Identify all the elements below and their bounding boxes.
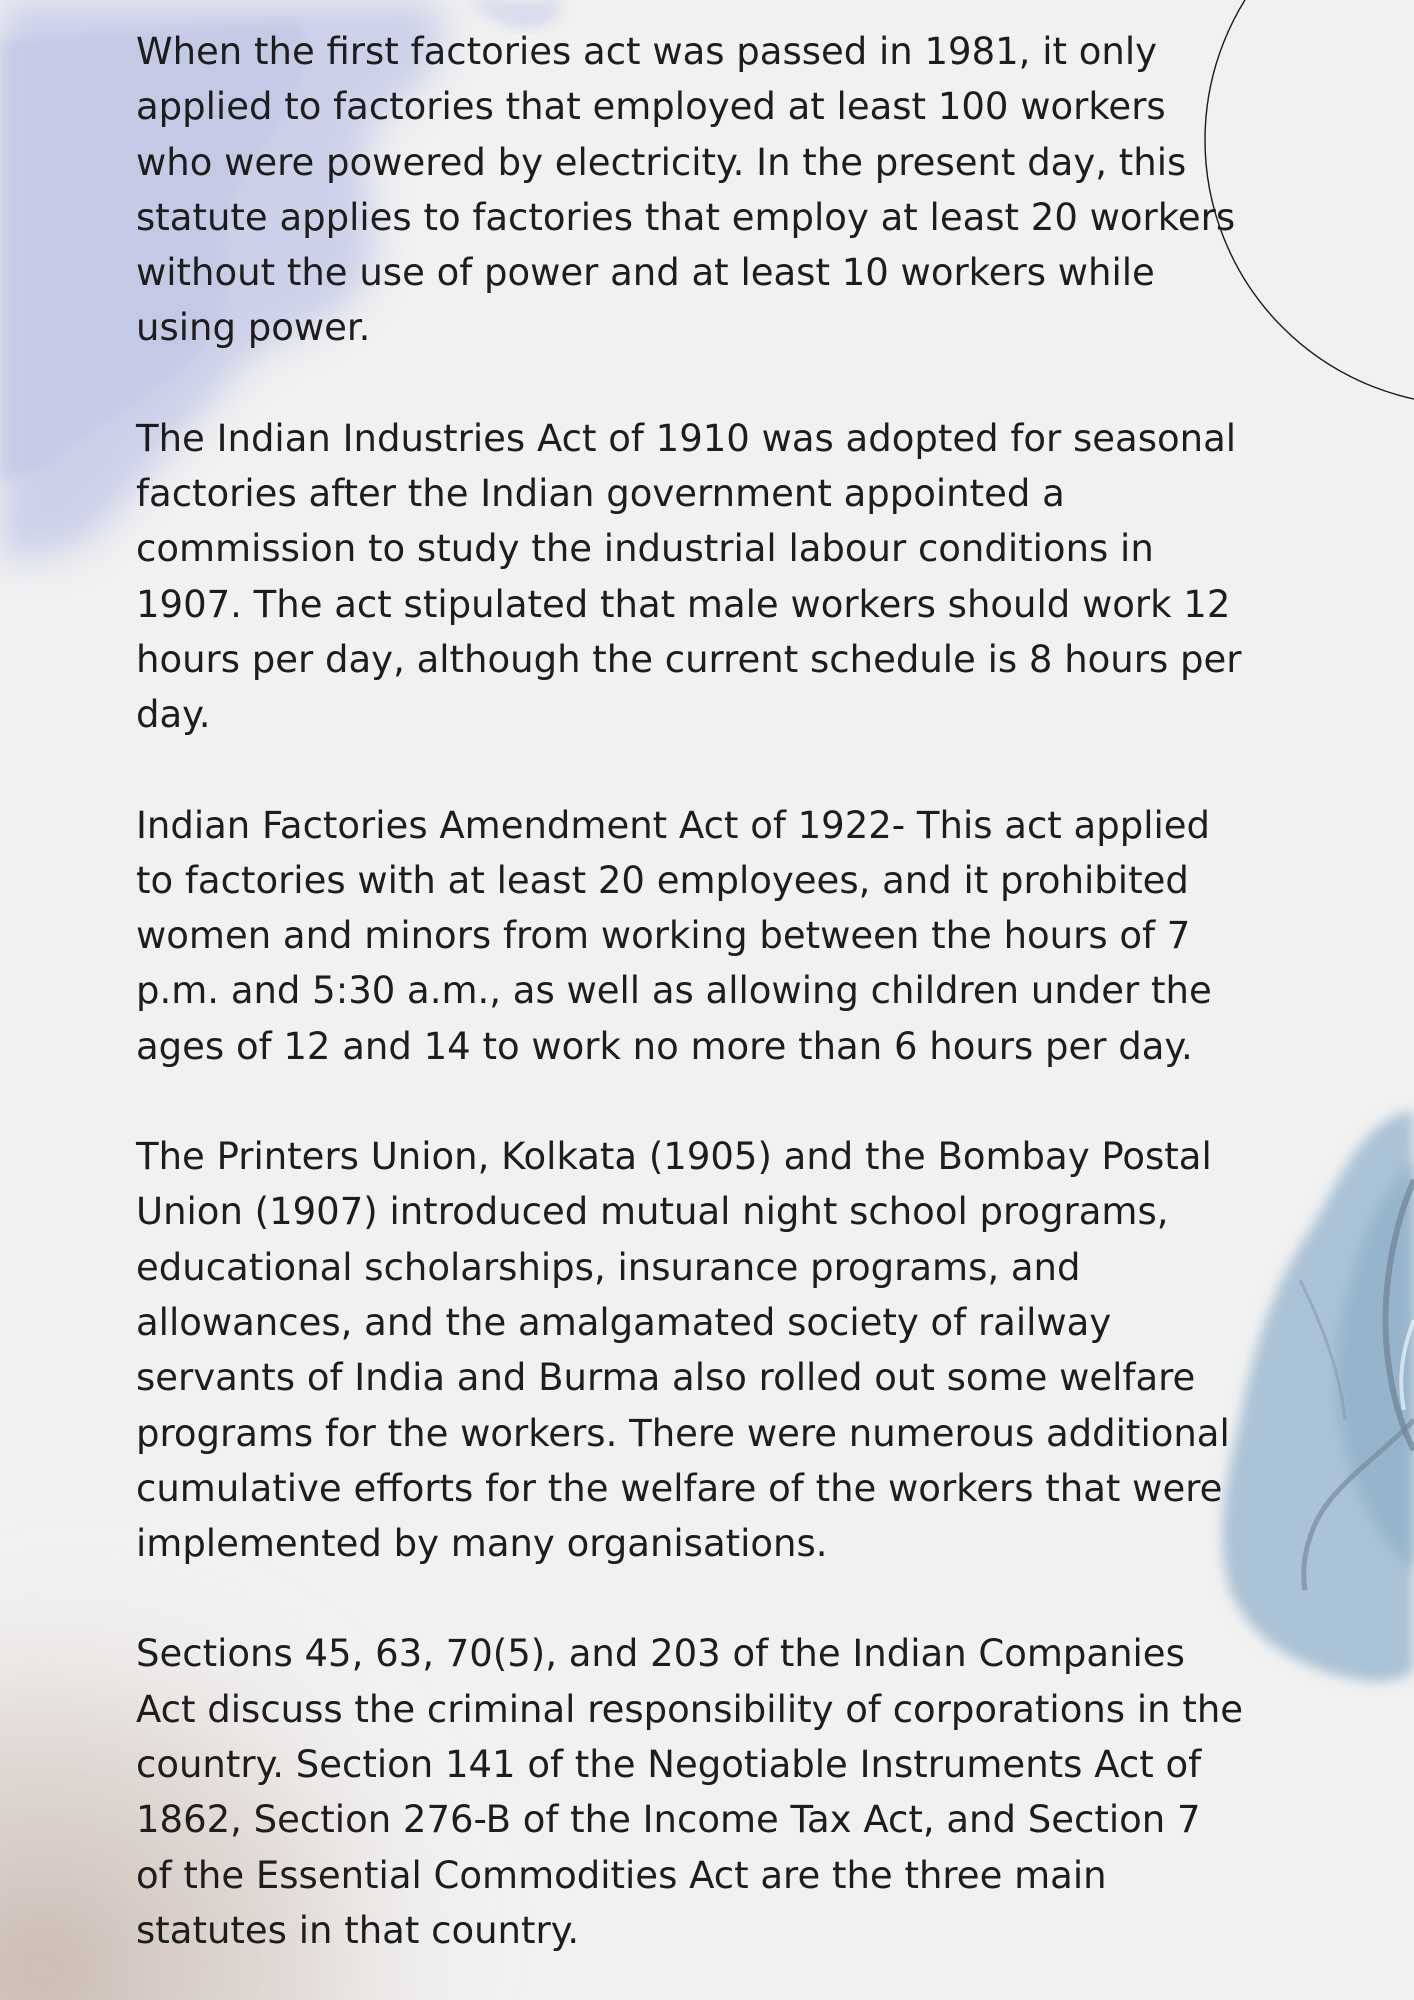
paragraph-printers-union-welfare: The Printers Union, Kolkata (1905) and the Bombay Postal Union (1907) introduced mutual night school programs, educational scholarships, insurance programs, and allowances, and the amalgamated society of railway servants of India and Burma also rolled out some welfare programs for the workers. There were numerous additional cumulative efforts for the welfare of the workers that were implemented by many organisations. [136,1135,1230,1566]
paragraph-indian-industries-act-1910: The Indian Industries Act of 1910 was adopted for seasonal factories after the Indian government appointed a commission to study the industrial labour conditions in 1907. The act stipulated that male workers should work 12 hours per day, although the current schedule is 8 hours per day. [136,416,1242,737]
paragraph-factories-act-1881: When the first factories act was passed in 1981, it only applied to factories that employed at least 100 workers who were powered by electricity. In the present day, this statute applies to factories that employ at least 20 workers without the use of power and at least 10 workers while using power. [136,30,1236,350]
blue-rose-watercolor [1223,1110,1414,1682]
paragraph-factories-amendment-act-1922: Indian Factories Amendment Act of 1922- This act applied to factories with at least 20 employees, and it prohibited women and minors from working between the hours of 7 p.m. and 5:30 a.m., as well as allowing children under the ages of 12 and 14 to work no more than 6 hours per day. [136,803,1212,1068]
body-text [136,24,1246,2000]
paragraph-indian-companies-act-sections: Sections 45, 63, 70(5), and 203 of the Indian Companies Act discuss the criminal responsibility of corporations in the country. Section 141 of the Negotiable Instruments Act of 1862, Section 276-B of the Income Tax Act, and Section 7 of the Essential Commodities Act are the three main statutes in that country. [136,1632,1244,1952]
